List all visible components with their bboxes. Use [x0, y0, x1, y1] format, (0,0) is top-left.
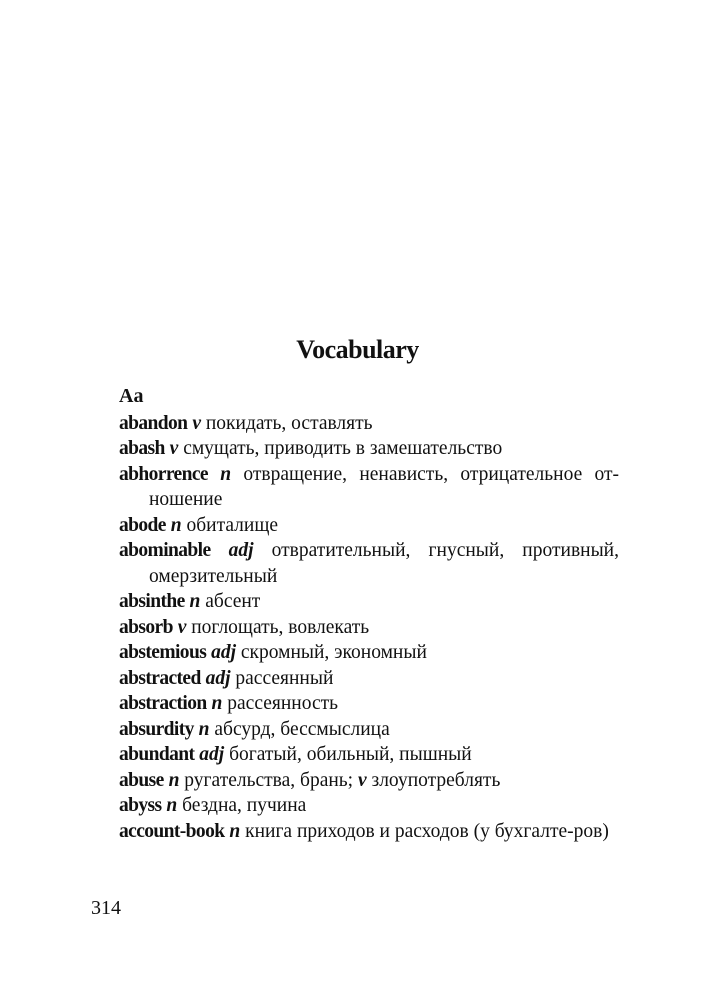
vocabulary-list	[119, 384, 619, 844]
entry-part-of-speech-2: v	[357, 769, 367, 791]
vocabulary-entry	[119, 411, 619, 437]
vocabulary-entry	[119, 666, 619, 692]
entry-translation-2: злоупотреблять	[371, 769, 501, 791]
entry-term: abode	[119, 514, 166, 536]
entry-translation: скромный, экономный	[240, 642, 427, 663]
entry-translation: рассеянность	[227, 693, 339, 714]
vocabulary-entry	[119, 742, 619, 768]
entry-term: abstemious	[119, 642, 207, 663]
entry-term: abstraction	[119, 693, 207, 714]
entry-part-of-speech: n	[170, 514, 182, 536]
entry-part-of-speech: n	[198, 718, 210, 740]
vocabulary-entry	[119, 538, 619, 589]
vocabulary-entry	[119, 819, 619, 845]
entry-translation: поглощать, вовлекать	[191, 616, 370, 638]
entry-translation: отвращение, ненависть, отрицательное от-ношение	[149, 463, 620, 510]
vocabulary-entry	[119, 462, 619, 513]
entry-term: absorb	[119, 616, 173, 638]
entry-translation: смущать, приводить в замешательство	[183, 438, 503, 459]
entry-part-of-speech: v	[177, 616, 187, 638]
entry-part-of-speech: n	[220, 463, 232, 485]
entry-translation: отвратительный, гнусный, противный, омерзительный	[149, 540, 619, 587]
entry-part-of-speech: n	[189, 591, 201, 612]
entry-part-of-speech: n	[229, 820, 241, 842]
entry-translation: рассеянный	[235, 667, 334, 689]
entry-translation: ругательства, брань;	[184, 769, 354, 791]
entry-term: abuse	[119, 769, 164, 791]
vocabulary-entry	[119, 589, 619, 615]
entry-part-of-speech: v	[169, 438, 179, 459]
vocabulary-entry	[119, 615, 619, 641]
entry-term: abyss	[119, 795, 162, 816]
entry-term: abash	[119, 438, 165, 459]
entry-translation: богатый, обильный, пышный	[229, 744, 472, 765]
entry-translation: абсурд, бессмыслица	[214, 718, 390, 740]
entry-term: abominable	[119, 540, 211, 561]
entry-term: abstracted	[119, 667, 201, 689]
vocabulary-entry	[119, 691, 619, 717]
vocabulary-entry	[119, 768, 619, 794]
entry-part-of-speech: n	[168, 769, 180, 791]
entry-part-of-speech: adj	[205, 667, 231, 689]
entry-part-of-speech: adj	[199, 744, 225, 765]
entry-translation: книга приходов и расходов (у бухгалте-ров)	[245, 820, 609, 842]
vocabulary-entry	[119, 436, 619, 462]
entry-translation: обиталище	[186, 514, 278, 536]
entry-term: abundant	[119, 744, 195, 765]
entry-part-of-speech: v	[192, 412, 201, 434]
entry-term: account-book	[119, 820, 225, 842]
vocabulary-entry	[119, 513, 619, 539]
section-letter: Aa	[119, 385, 144, 407]
entry-translation: покидать, оставлять	[205, 412, 373, 434]
entry-translation: абсент	[205, 591, 261, 612]
entry-part-of-speech: adj	[228, 540, 254, 561]
entry-term: abandon	[119, 412, 188, 434]
page-number: 314	[91, 897, 121, 919]
vocabulary-entry	[119, 640, 619, 666]
entry-term: absurdity	[119, 718, 194, 740]
entry-part-of-speech: adj	[211, 642, 236, 663]
entry-part-of-speech: n	[211, 693, 223, 714]
vocabulary-entry	[119, 793, 619, 819]
entry-translation: бездна, пучина	[182, 795, 307, 816]
page-title: Vocabulary	[296, 335, 419, 364]
vocabulary-entry	[119, 717, 619, 743]
entry-term: absinthe	[119, 591, 185, 612]
entry-part-of-speech: n	[166, 795, 178, 816]
entry-term: abhorrence	[119, 463, 208, 485]
